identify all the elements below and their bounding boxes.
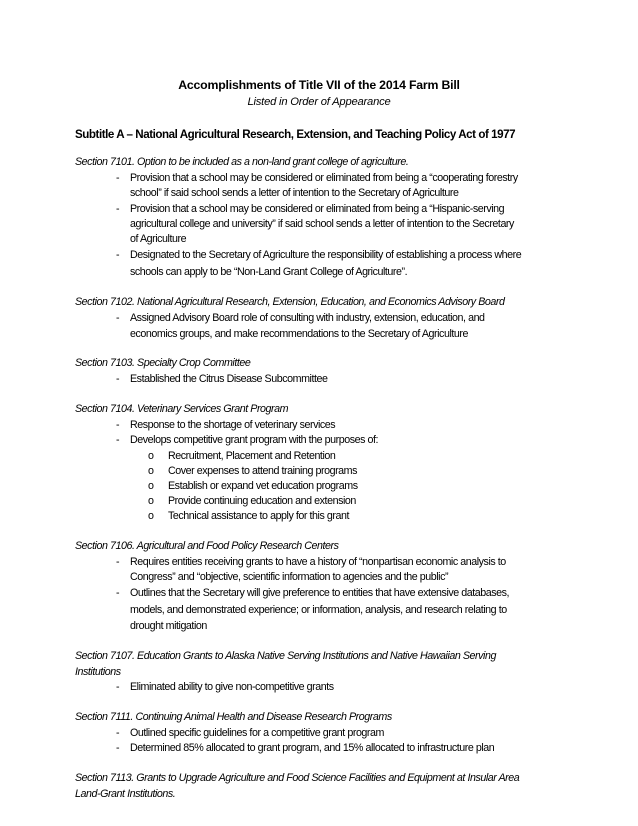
section-7101-bullet-2-line-2: agricultural college and university” if said school sends a letter of intention to the Secretary <box>130 218 514 230</box>
bullet-dash: - <box>116 419 120 431</box>
section-7106-bullet-2-line-3: drought mitigation <box>130 620 207 632</box>
section-7107-heading-line-2: Institutions <box>75 666 121 678</box>
bullet-dash: - <box>116 587 120 599</box>
sub-bullet-circle: o <box>148 495 154 507</box>
section-7104-sub-item-5: Technical assistance to apply for this grant <box>168 510 349 522</box>
bullet-dash: - <box>116 312 120 324</box>
section-7101-bullet-2-line-1: Provision that a school may be considered or eliminated from being a “Hispanic-serving <box>130 203 505 215</box>
subtitle-a-heading: Subtitle A – National Agricultural Research, Extension, and Teaching Policy Act of 1977 <box>75 128 516 141</box>
document-title: Accomplishments of Title VII of the 2014 Farm Bill <box>178 78 460 92</box>
section-7113-heading-line-2: Land-Grant Institutions. <box>75 788 176 800</box>
section-7106-heading: Section 7106. Agricultural and Food Policy Research Centers <box>75 540 339 552</box>
section-7106-bullet-2-line-1: Outlines that the Secretary will give preference to entities that have extensive databases, <box>130 587 510 599</box>
bullet-dash: - <box>116 249 120 261</box>
section-7102-bullet-1-line-1: Assigned Advisory Board role of consulting with industry, extension, education, and <box>130 312 485 324</box>
bullet-dash: - <box>116 742 120 754</box>
section-7111-bullet-1-line-1: Outlined specific guidelines for a competitive grant program <box>130 727 384 739</box>
section-7103-heading: Section 7103. Specialty Crop Committee <box>75 357 251 369</box>
section-7104-sub-item-4: Provide continuing education and extension <box>168 495 356 507</box>
section-7101-bullet-1-line-2: school” if said school sends a letter of intention to the Secretary of Agriculture <box>130 187 459 199</box>
section-7104-sub-item-1: Recruitment, Placement and Retention <box>168 450 336 462</box>
section-7101-bullet-1-line-1: Provision that a school may be considered or eliminated from being a “cooperating forestry <box>130 172 518 184</box>
section-7111-heading: Section 7111. Continuing Animal Health and Disease Research Programs <box>75 711 392 723</box>
section-7107-bullet-1-line-1: Eliminated ability to give non-competitive grants <box>130 681 334 693</box>
bullet-dash: - <box>116 172 120 184</box>
bullet-dash: - <box>116 434 120 446</box>
section-7106-bullet-1-line-2: Congress” and “objective, scientific information to agencies and the public” <box>130 571 449 583</box>
sub-bullet-circle: o <box>148 510 154 522</box>
section-7107-heading-line-1: Section 7107. Education Grants to Alaska Native Serving Institutions and Native Hawaiian Serving <box>75 650 496 662</box>
section-7113-heading-line-1: Section 7113. Grants to Upgrade Agriculture and Food Science Facilities and Equipment at Insular Area <box>75 772 520 784</box>
section-7102-heading: Section 7102. National Agricultural Research, Extension, Education, and Economics Advisory Board <box>75 296 505 308</box>
section-7104-sub-item-2: Cover expenses to attend training programs <box>168 465 358 477</box>
section-7106-bullet-2-line-2: models, and demonstrated experience; or information, analysis, and research relating to <box>130 604 507 616</box>
section-7101-heading: Section 7101. Option to be included as a non-land grant college of agriculture. <box>75 156 409 168</box>
section-7104-heading: Section 7104. Veterinary Services Grant Program <box>75 403 289 415</box>
section-7111-bullet-2-line-1: Determined 85% allocated to grant program, and 15% allocated to infrastructure plan <box>130 742 495 754</box>
sub-bullet-circle: o <box>148 450 154 462</box>
section-7101-bullet-3-line-1: Designated to the Secretary of Agriculture the responsibility of establishing a process where <box>130 249 522 261</box>
sub-bullet-circle: o <box>148 465 154 477</box>
bullet-dash: - <box>116 373 120 385</box>
bullet-dash: - <box>116 203 120 215</box>
section-7101-bullet-3-line-2: schools can apply to be “Non-Land Grant College of Agriculture”. <box>130 266 408 278</box>
bullet-dash: - <box>116 556 120 568</box>
sub-bullet-circle: o <box>148 480 154 492</box>
section-7104-bullet-1-line-1: Response to the shortage of veterinary services <box>130 419 336 431</box>
section-7103-bullet-1-line-1: Established the Citrus Disease Subcommittee <box>130 373 328 385</box>
section-7101-bullet-2-line-3: of Agriculture <box>130 233 187 245</box>
document-subtitle: Listed in Order of Appearance <box>247 96 391 108</box>
section-7104-sub-item-3: Establish or expand vet education programs <box>168 480 358 492</box>
section-7102-bullet-1-line-2: economics groups, and make recommendations to the Secretary of Agriculture <box>130 328 468 340</box>
section-7106-bullet-1-line-1: Requires entities receiving grants to have a history of “nonpartisan economic analysis to <box>130 556 506 568</box>
bullet-dash: - <box>116 727 120 739</box>
bullet-dash: - <box>116 681 120 693</box>
section-7104-bullet-2-line-1: Develops competitive grant program with the purposes of: <box>130 434 379 446</box>
